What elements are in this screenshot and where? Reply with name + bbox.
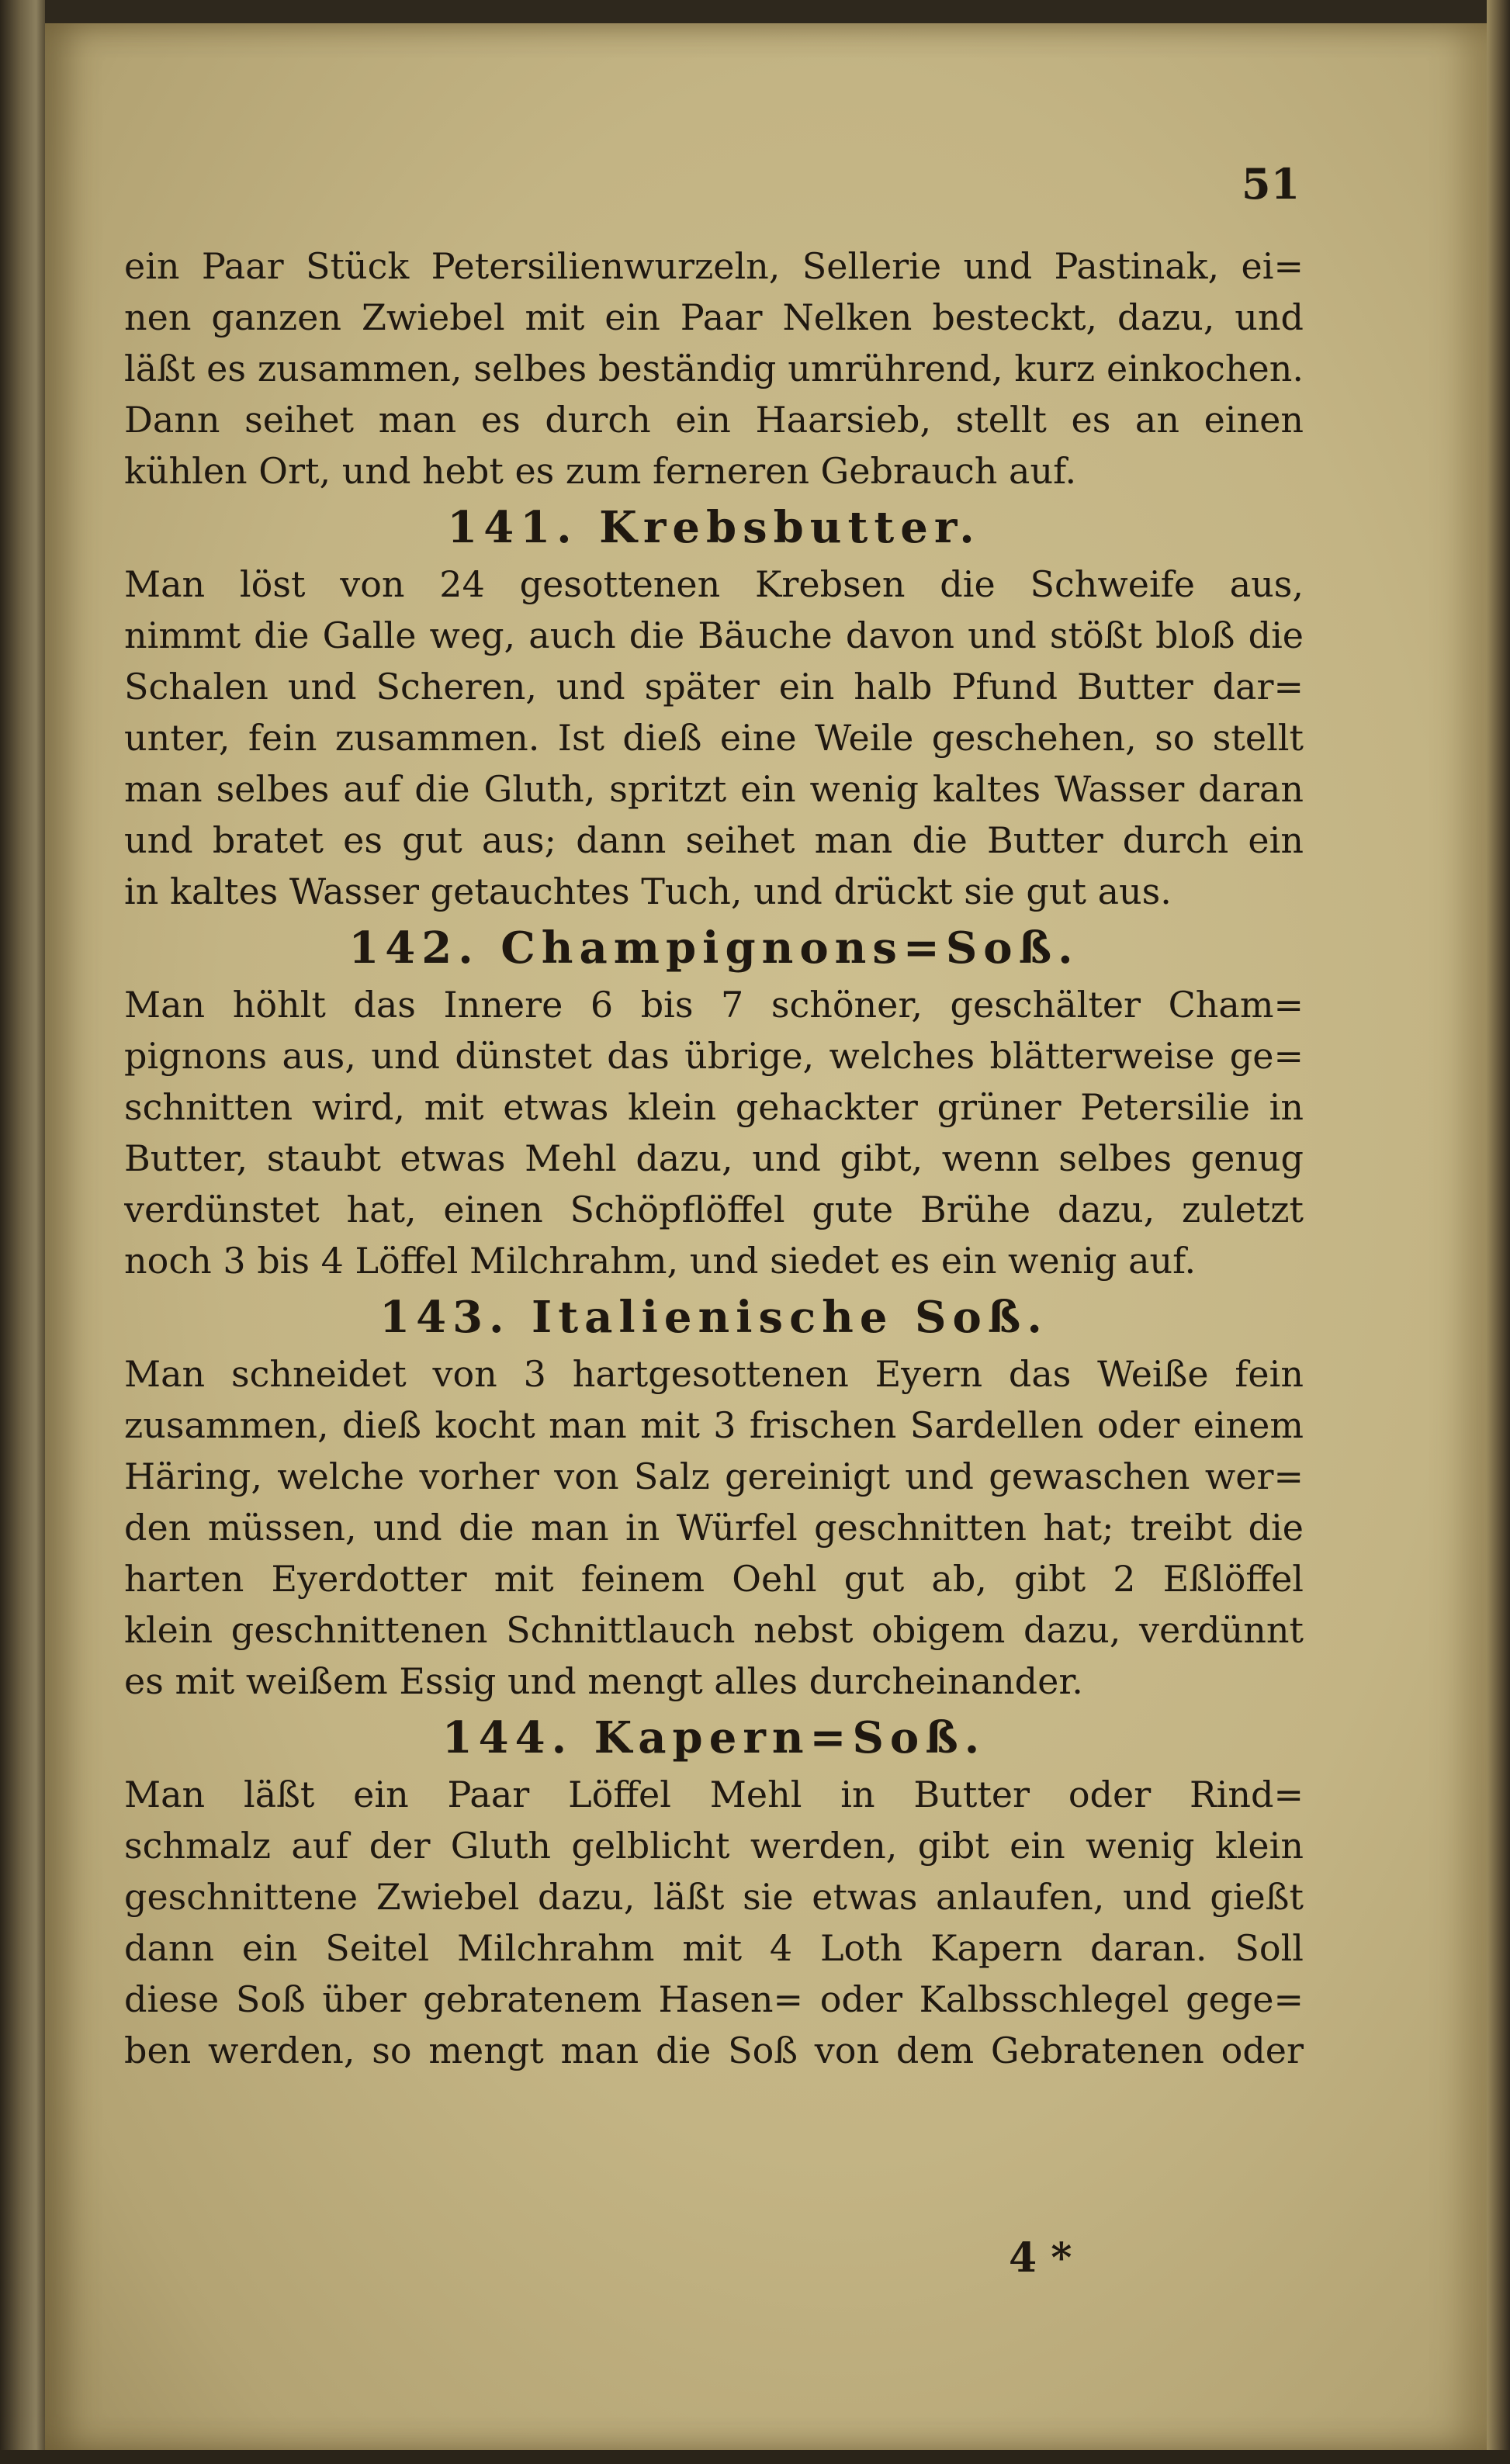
text-line: Man läßt ein Paar Löffel Mehl in Butter oder Rind=: [124, 1774, 1304, 1815]
text-line: schnitten wird, mit etwas klein gehackter grüner Petersilie in: [124, 1086, 1304, 1128]
recipe-141: [124, 497, 1304, 917]
recipe-heading: 143. Italienische Soß.: [379, 1292, 1048, 1343]
text-line: zusammen, dieß kocht man mit 3 frischen Sardellen oder einem: [124, 1404, 1304, 1446]
text-line: ben werden, so mengt man die Soß von dem Gebratenen oder: [124, 2030, 1304, 2071]
text-line: Man löst von 24 gesottenen Krebsen die Schweife aus,: [124, 563, 1304, 605]
text-line: klein geschnittenen Schnittlauch nebst obigem dazu, verdünnt: [124, 1609, 1304, 1651]
intro-paragraph: [124, 241, 1304, 497]
text-line: geschnittene Zwiebel dazu, läßt sie etwas anlaufen, und gießt: [124, 1876, 1304, 1918]
text-line: schmalz auf der Gluth gelblicht werden, gibt ein wenig klein: [124, 1825, 1304, 1867]
text-line: Schalen und Scheren, und später ein halb Pfund Butter dar=: [124, 666, 1304, 708]
text-line: Butter, staubt etwas Mehl dazu, und gibt, wenn selbes genug: [124, 1137, 1304, 1179]
text-line: noch 3 bis 4 Löffel Milchrahm, und siedet es ein wenig auf.: [124, 1240, 1197, 1282]
text-line: kühlen Ort, und hebt es zum ferneren Gebrauch auf.: [124, 450, 1077, 492]
text-line: unter, fein zusammen. Ist dieß eine Weile geschehen, so stellt: [124, 717, 1304, 759]
text-line: Dann seihet man es durch ein Haarsieb, stellt es an einen: [124, 399, 1304, 441]
recipe-144: [124, 1707, 1304, 2076]
text-line: es mit weißem Essig und mengt alles durcheinander.: [124, 1660, 1083, 1702]
text-line: nimmt die Galle weg, auch die Bäuche davon und stößt bloß die: [124, 614, 1304, 656]
text-line: verdünstet hat, einen Schöpflöffel gute Brühe dazu, zuletzt: [124, 1189, 1304, 1230]
text-line: diese Soß über gebratenem Hasen= oder Kalbsschlegel gege=: [124, 1978, 1304, 2020]
text-line: in kaltes Wasser getauchtes Tuch, und drückt sie gut aus.: [124, 870, 1172, 912]
recipe-heading: 141. Krebsbutter.: [447, 502, 981, 553]
recipe-142: [124, 917, 1304, 1286]
recipe-143: [124, 1286, 1304, 1707]
page-edge: [1487, 0, 1510, 2464]
text-line: und bratet es gut aus; dann seihet man die Butter durch ein: [124, 819, 1304, 861]
scan-bottom-border: [0, 2450, 1510, 2464]
text-line: pignons aus, und dünstet das übrige, welches blätterweise ge=: [124, 1035, 1304, 1077]
recipe-heading: 142. Champignons=Soß.: [348, 922, 1079, 974]
text-line: den müssen, und die man in Würfel geschnitten hat; treibt die: [124, 1507, 1304, 1549]
text-line: man selbes auf die Gluth, spritzt ein wenig kaltes Wasser daran: [124, 768, 1304, 810]
text-line: läßt es zusammen, selbes beständig umrührend, kurz einkochen.: [124, 348, 1304, 389]
text-line: Man schneidet von 3 hartgesottenen Eyern das Weiße fein: [124, 1353, 1304, 1395]
text-line: nen ganzen Zwiebel mit ein Paar Nelken besteckt, dazu, und: [124, 296, 1304, 338]
page-body: [124, 147, 1304, 2076]
signature-mark: 4 *: [1009, 2234, 1072, 2282]
recipe-heading: 144. Kapern=Soß.: [442, 1712, 986, 1763]
text-line: ein Paar Stück Petersilienwurzeln, Sellerie und Pastinak, ei=: [124, 245, 1304, 287]
text-line: harten Eyerdotter mit feinem Oehl gut ab, gibt 2 Eßlöffel: [124, 1558, 1304, 1600]
page-number: 51: [1242, 159, 1300, 209]
text-line: Man höhlt das Innere 6 bis 7 schöner, geschälter Cham=: [124, 984, 1304, 1026]
book-gutter: [0, 0, 45, 2464]
text-line: Häring, welche vorher von Salz gereinigt und gewaschen wer=: [124, 1455, 1304, 1497]
text-line: dann ein Seitel Milchrahm mit 4 Loth Kapern daran. Soll: [124, 1927, 1304, 1969]
